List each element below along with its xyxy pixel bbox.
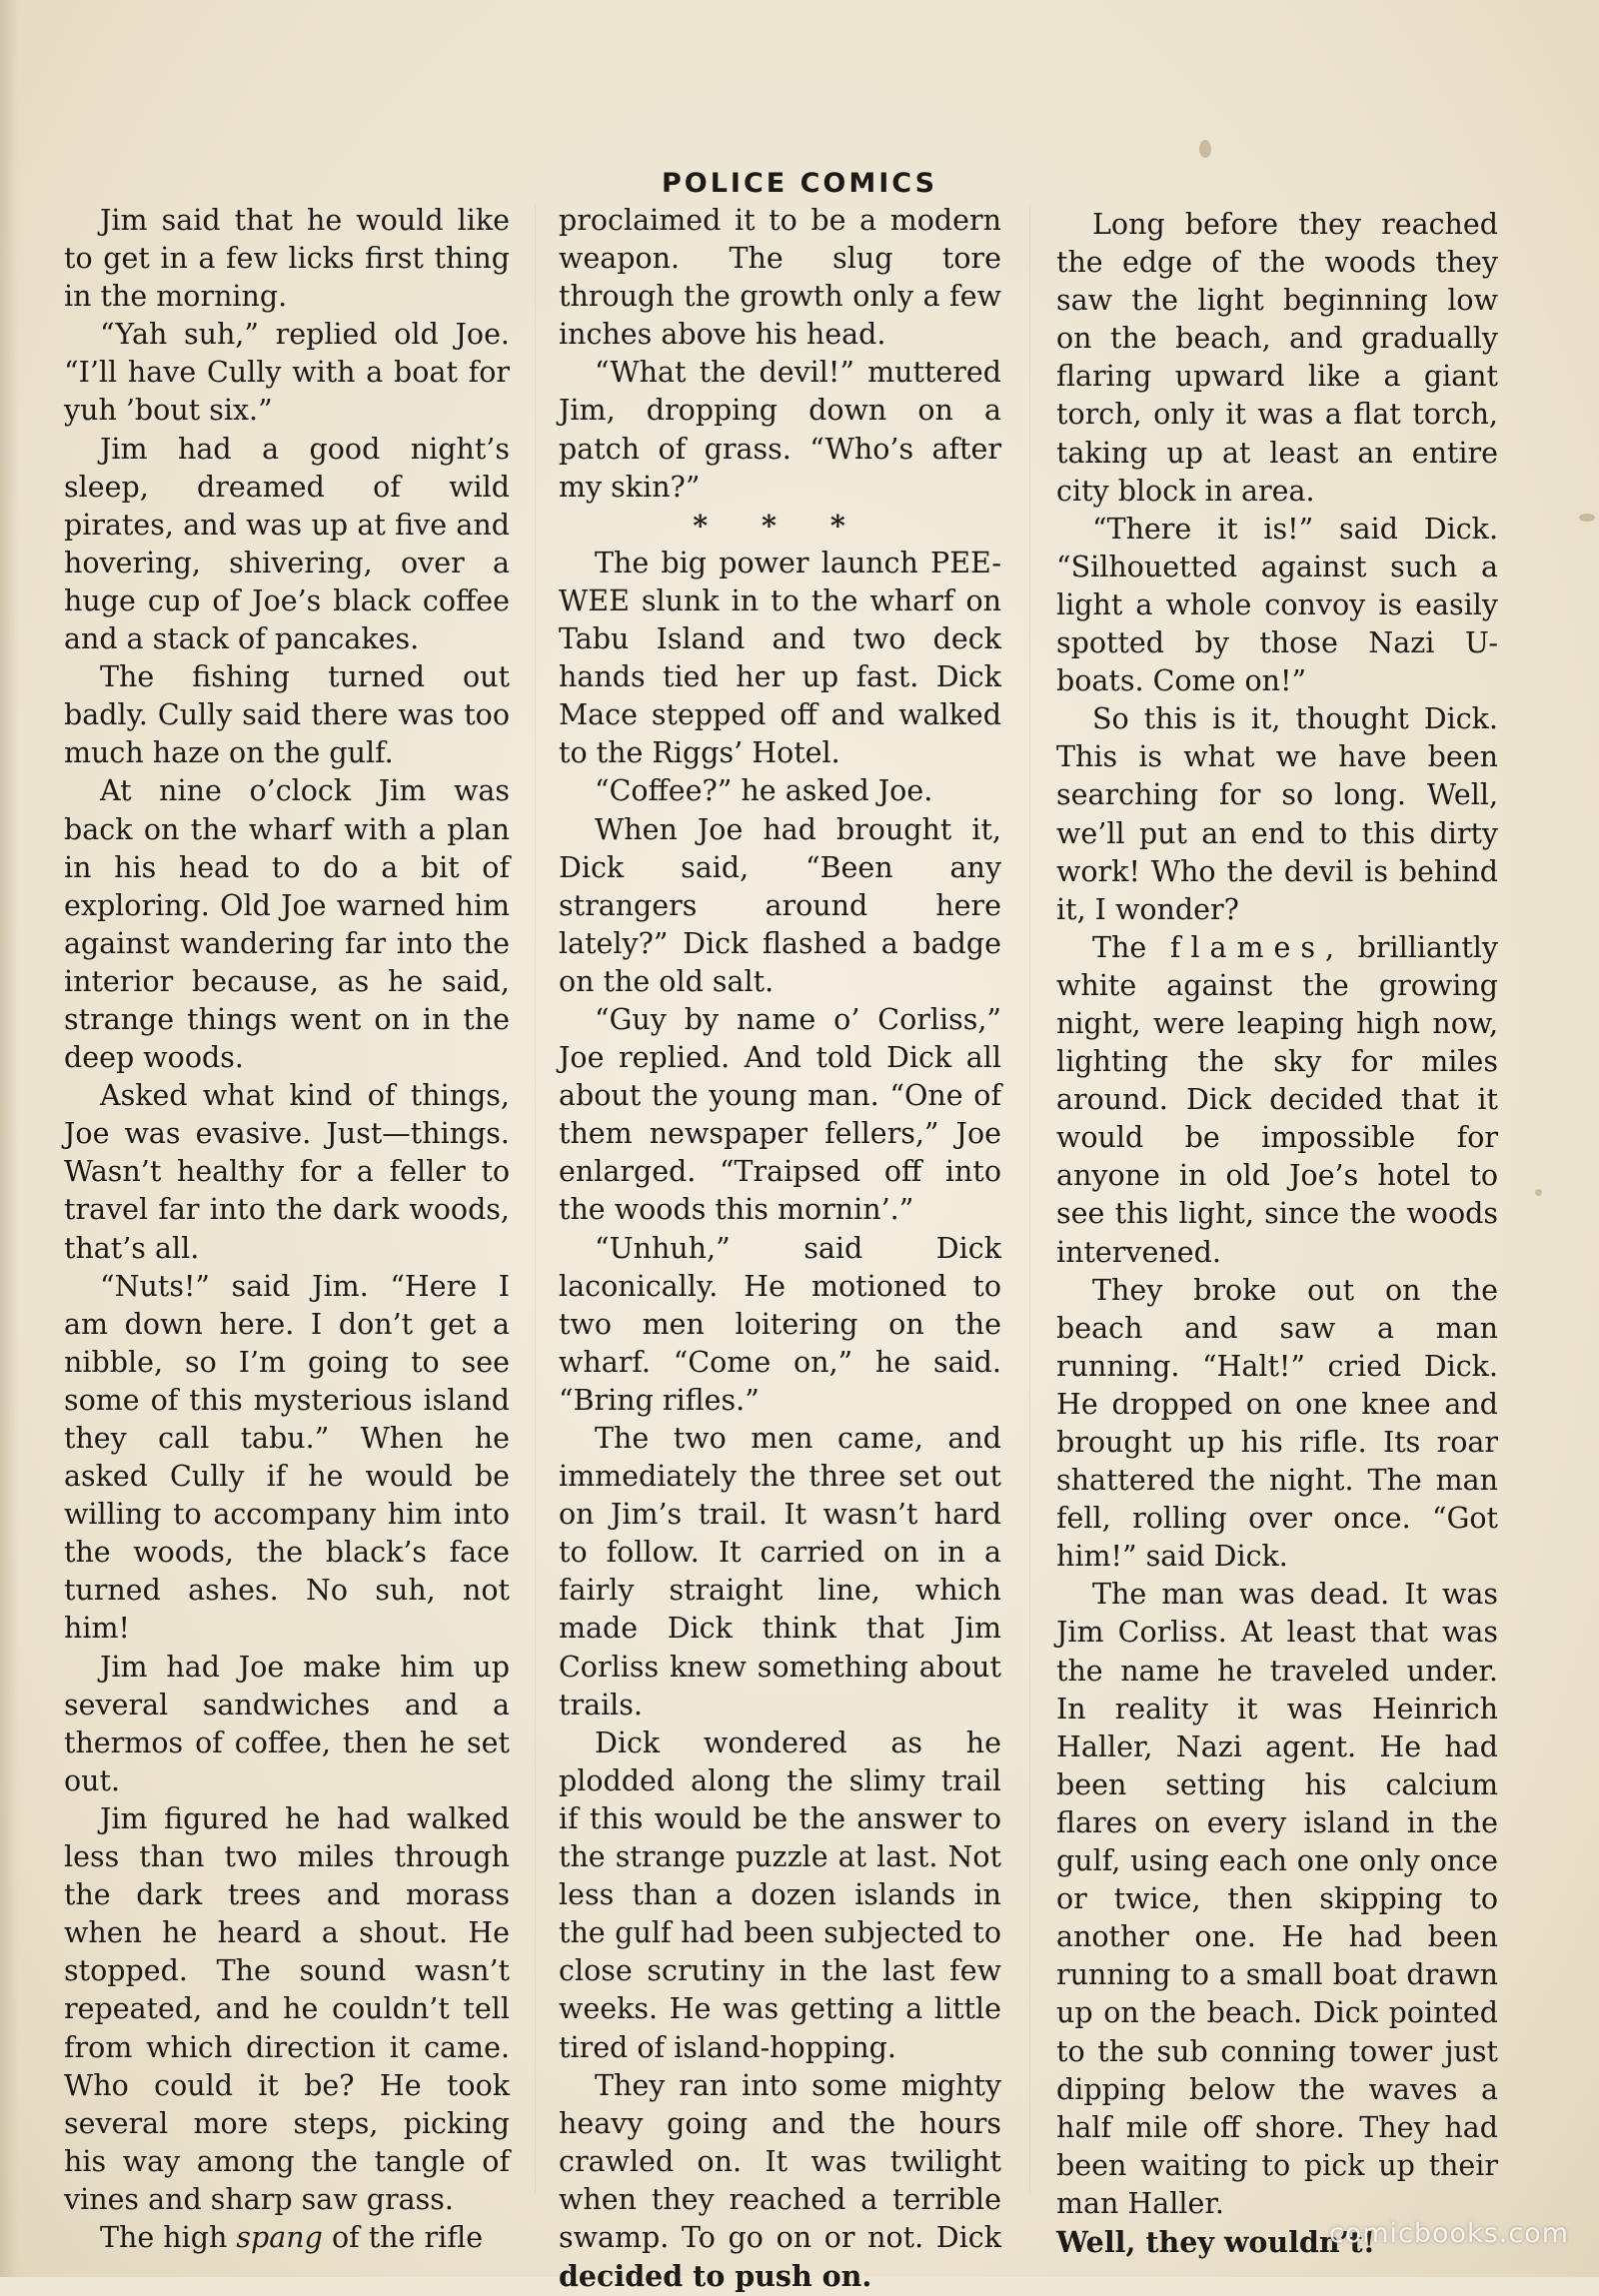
watermark: comicbooks.com [1328, 2218, 1569, 2249]
section-break: * * * [693, 508, 867, 543]
paragraph: “Coffee?” he asked Joe. [595, 774, 933, 808]
paragraph: At nine o’clock Jim was back on the wharf with a plan in his head to do a bit of exploring. Old Joe warned him against wandering far into the interior because, as he said, strange things went on in the deep woods. [64, 774, 510, 1075]
text-column-2 [559, 202, 1001, 2296]
paragraph: When Joe had brought it, Dick said, “Been any strangers around here lately?” Dick flashed a badge on the old salt. [559, 812, 1001, 998]
paragraph: They broke out on the beach and saw a man running. “Halt!” cried Dick. He dropped on one knee and brought up his rifle. Its roar shattered the night. The man fell, rolling over once. “Got him!” said Dick. [1056, 1273, 1498, 1574]
paragraph: So this is it, thought Dick. This is what we have been searching for so long. Well, we’ll put an end to this dirty work! Who the devil is behind it, I wonder? [1056, 702, 1498, 926]
paragraph: Jim said that he would like to get in a few licks first thing in the morning. [64, 204, 510, 314]
paragraph: “What the devil!” muttered Jim, dropping down on a patch of grass. “Who’s after my skin?” [559, 356, 1001, 504]
paragraph [1056, 929, 1498, 1272]
paragraph: The man was dead. It was Jim Corliss. At least that was the name he traveled under. In reality it was Heinrich Haller, Nazi agent. He had been setting his calcium flares on every island in the gulf, using each one only once or twice, then skipping to another one. He had been running to a small boat drawn up on the beach. Dick pointed to the sub conning tower just dipping below the waves a half mile off shore. They had been waiting to pick up their man Haller. [1056, 1578, 1498, 2220]
paper-speck [1579, 514, 1595, 522]
paragraph: The big power launch PEE-WEE slunk in to the wharf on Tabu Island and two deck hands tied her up fast. Dick Mace stepped off and walked to the Riggs’ Hotel. [559, 546, 1001, 770]
paragraph: Jim had Joe make him up several sandwiches and a thermos of coffee, then he set out. [64, 1650, 510, 1797]
paragraph-continued: proclaimed it to be a modern weapon. The slug tore through the growth only a few inches above his head. [559, 204, 1001, 352]
page-header: POLICE COMICS [661, 168, 938, 199]
paragraph: The two men came, and immediately the three set out on Jim’s trail. It wasn’t hard to follow. It carried on in a fairly straight line, which made Dick think that Jim Corliss knew something about trails. [559, 1422, 1001, 1722]
emphasis-text: spang [236, 2220, 323, 2254]
paragraph: Long before they reached the edge of the woods they saw the light beginning low on the beach, and gradually flaring upward like a giant torch, only it was a flat torch, taking up at least an entire city block in area. [1056, 208, 1498, 508]
binding-shadow [0, 0, 18, 2277]
paragraph: “Unhuh,” said Dick laconically. He motioned to two men loitering on the wharf. “Come on,” he said. “Bring rifles.” [559, 1231, 1001, 1417]
bold-text: Well, they wouldn’t! [1056, 2224, 1376, 2259]
paragraph: “There it is!” said Dick. “Silhouetted against such a light a whole convoy is easily spotted by those Nazi U-boats. Come on!” [1056, 512, 1498, 698]
paragraph: Dick wondered as he plodded along the slimy trail if this would be the answer to the strange puzzle at last. Not less than a dozen islands in the gulf had been subjected to close scrutiny in the last few weeks. He was getting a little tired of island-hopping. [559, 1725, 1001, 2064]
paragraph [559, 2067, 1001, 2296]
paragraph: Asked what kind of things, Joe was evasive. Just—things. Wasn’t healthy for a feller to travel far into the dark woods, that’s all. [64, 1079, 510, 1265]
text-run: The [1092, 930, 1170, 964]
paragraph: “Guy by name o’ Corliss,” Joe replied. And told Dick all about the young man. “One of them newspaper fellers,” Joe enlarged. “Traipsed off into the woods this mornin’.” [559, 1002, 1001, 1227]
paragraph: “Nuts!” said Jim. “Here I am down here. I don’t get a nibble, so I’m going to see some of this mysterious island they call tabu.” When he asked Cully if he would be willing to accompany him into the woods, the black’s face turned ashes. No suh, not him! [64, 1269, 510, 1646]
text-run: , brilliantly white against the growing night, were leaping high now, lighting the sky for miles around. Dick decided that it would be impossible for anyone in old Joe’s hotel to see this light, since the woods intervened. [1056, 930, 1498, 1269]
paragraph: Jim had a good night’s sleep, dreamed of wild pirates, and was up at five and hovering, shivering, over a huge cup of Joe’s black coffee and a stack of pancakes. [64, 432, 510, 656]
text-run: of the rifle [322, 2220, 484, 2254]
bold-text: decided to push on. [559, 2259, 872, 2294]
paragraph [64, 2219, 510, 2257]
text-column-1 [64, 202, 510, 2257]
text-run: The high [100, 2220, 237, 2254]
spaced-text: flames [1169, 930, 1325, 964]
paragraph: The fishing turned out badly. Cully said there was too much haze on the gulf. [64, 660, 510, 770]
paper-speck [1199, 140, 1211, 158]
text-run: They ran into some mighty heavy going and the hours crawled on. It was twilight when they reached a terrible swamp. To go on or not. Dick [559, 2068, 1001, 2254]
text-column-3 [1056, 206, 1498, 2262]
paragraph: Jim figured he had walked less than two miles through the dark trees and morass when he heard a shout. He stopped. The sound wasn’t repeated, and he couldn’t tell from which direction it came. Who could it be? He took several more steps, picking his way among the tangle of vines and sharp saw grass. [64, 1801, 510, 2216]
column-divider [535, 205, 536, 2193]
column-divider [1029, 205, 1030, 2193]
paragraph: “Yah suh,” replied old Joe. “I’ll have Cully with a boat for yuh ’bout six.” [64, 318, 510, 428]
paper-speck [1535, 1189, 1542, 1196]
